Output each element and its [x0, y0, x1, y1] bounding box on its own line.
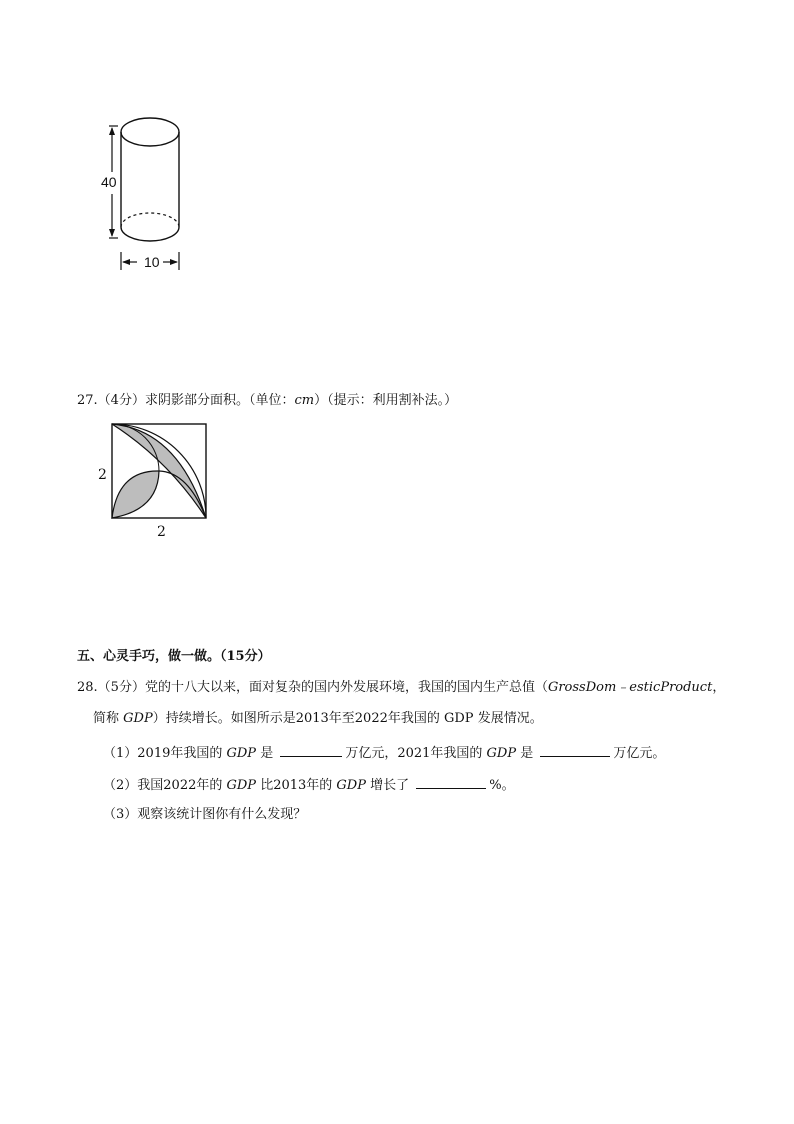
q27-bottom-label: 2 — [157, 524, 166, 540]
q28-sub2-d: %。 — [489, 778, 515, 793]
q28-line2 — [93, 710, 543, 728]
q28-sub2-a: （2）我国2022年的 — [103, 778, 227, 793]
q28-sub3: （3）观察该统计图你有什么发现？ — [103, 807, 307, 822]
q28-sub2-gdp2: GDP — [336, 778, 366, 793]
section-5-heading: 五、心灵手巧，做一做。（15分） — [77, 649, 271, 664]
answer-blank-2019-gdp[interactable] — [280, 743, 342, 757]
q28-line2-pre: 简称 — [93, 711, 124, 726]
q28-sub1 — [103, 743, 665, 763]
q28-line2-post: ）持续增长。如图所示是2013年至2022年我国的 GDP 发展情况。 — [152, 711, 543, 726]
q28-line1 — [77, 679, 725, 697]
q28-sub1-e: 万亿元。 — [613, 746, 666, 761]
q28-sub1-a: （1）2019年我国的 — [103, 746, 227, 761]
q27-text-pre: 27.（4分）求阴影部分面积。（单位： — [77, 393, 295, 408]
q28-sub1-c: 万亿元，2021年我国的 — [345, 746, 487, 761]
shaded-square-figure — [108, 420, 212, 524]
q28-sub1-b: 是 — [256, 746, 278, 761]
q27-unit: cm — [294, 393, 315, 408]
q28-sub2-c: 增长了 — [365, 778, 414, 793]
cylinder-height-label: 40 — [101, 174, 117, 190]
cylinder-diameter-label: 10 — [144, 254, 160, 270]
q28-sub2 — [103, 775, 515, 795]
q28-sub2-gdp: GDP — [226, 778, 257, 793]
q28-line1-pre: 28.（5分）党的十八大以来，面对复杂的国内外发展环境，我国的国内生产总值（ — [77, 680, 548, 695]
q28-sub1-d: 是 — [516, 746, 538, 761]
q27-text — [77, 392, 457, 410]
q28-line1-term: GrossDom﹣esticProduct — [547, 680, 713, 695]
q28-sub1-gdp: GDP — [226, 746, 257, 761]
q27-text-post: ）（提示：利用割补法。） — [314, 393, 458, 408]
q28-sub2-b: 比2013年的 — [256, 778, 337, 793]
answer-blank-growth-percent[interactable] — [416, 775, 486, 789]
q28-line2-term: GDP — [123, 711, 153, 726]
q27-left-label: 2 — [98, 467, 107, 483]
q28-sub1-gdp2: GDP — [486, 746, 517, 761]
answer-blank-2021-gdp[interactable] — [540, 743, 610, 757]
q28-line1-post: ， — [712, 680, 726, 695]
